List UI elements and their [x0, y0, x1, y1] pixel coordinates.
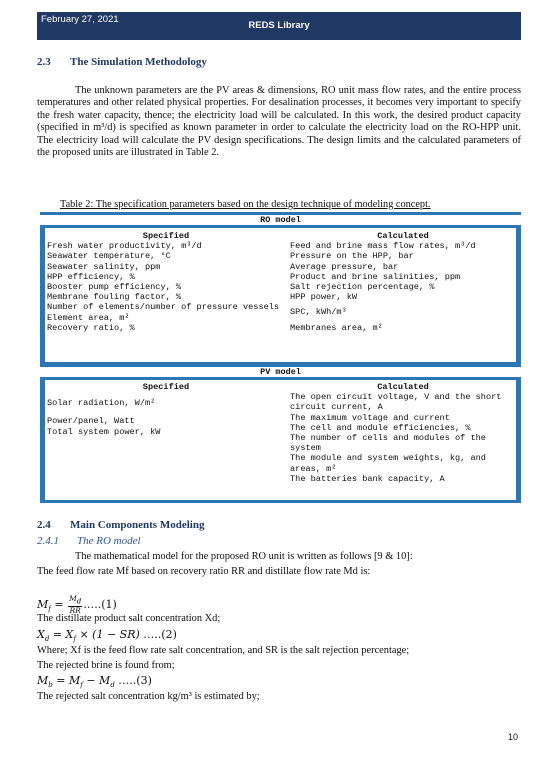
pv-model-body: [45, 380, 516, 500]
subsection-heading-2-4-1: [37, 535, 141, 547]
list-item: The number of cells and modules of the system: [290, 433, 492, 454]
fraction: $\frac{M_d}{RR}$: [69, 594, 82, 615]
pv-model-title: PV model: [40, 367, 521, 377]
feed-flow-line: The feed flow rate Mf based on recovery ratio RR and distillate flow rate Md is:: [37, 566, 371, 577]
equation-2: $X_d = X_f \times (1 - SR)$ …..(2): [37, 628, 177, 644]
distillate-line: The distillate product salt concentration Xd;: [37, 613, 221, 624]
list-item: Seawater salinity, ppm: [47, 261, 161, 272]
pv-model-table: [40, 365, 521, 503]
header-library: REDS Library: [248, 20, 310, 31]
ro-model-table: [40, 212, 521, 365]
list-item: Salt rejection percentage, %: [290, 282, 435, 293]
list-item: Solar radiation, W/m²: [47, 398, 156, 409]
equation-1: $M_f$ = $\frac{M_d}{RR}$ …..(1): [37, 594, 117, 615]
list-item: Recovery ratio, %: [47, 322, 135, 333]
list-item: HPP power, kW: [290, 292, 358, 303]
page-header: [37, 12, 521, 40]
rejected-brine-line: The rejected brine is found from;: [37, 660, 175, 671]
subsection-title: The RO model: [77, 535, 141, 547]
list-item: Element area, m²: [47, 312, 130, 323]
section-heading-2-3: [37, 56, 207, 68]
ro-model-title: RO model: [40, 215, 521, 225]
list-item: The cell and module efficiencies, %: [290, 422, 471, 433]
list-item: The maximum voltage and current: [290, 412, 450, 423]
list-item: Product and brine salinities, ppm: [290, 271, 461, 282]
equation-tag: …..(2): [143, 628, 177, 641]
list-item: Seawater temperature, °C: [47, 251, 171, 262]
section-title: The Simulation Methodology: [70, 56, 207, 68]
section-number: 2.3: [37, 56, 51, 68]
pv-specified-header: Specified: [142, 382, 190, 392]
where-line: Where; Xf is the feed flow rate salt concentration, and SR is the salt rejection percentage;: [37, 645, 410, 656]
list-item: Membranes area, m²: [290, 322, 383, 333]
list-item: SPC, kWh/m³: [290, 307, 347, 318]
list-item: HPP efficiency, %: [47, 271, 135, 282]
pv-calculated-header: Calculated: [377, 382, 429, 392]
ro-specified-column: [47, 231, 285, 333]
table-caption: Table 2: The specification parameters based on the design technique of modeling concept.: [60, 199, 431, 210]
equation-3: $M_b = M_f - M_d$ …..(3): [37, 674, 152, 690]
list-item: The batteries bank capacity, A: [290, 473, 445, 484]
list-item: Feed and brine mass flow rates, m³/d: [290, 241, 476, 252]
list-item: Total system power, kW: [47, 426, 161, 437]
list-item: The module and system weights, kg, and areas, m²: [290, 453, 492, 474]
list-item: Number of elements/number of pressure vessels: [47, 302, 280, 313]
list-item: Average pressure, bar: [290, 261, 399, 272]
ro-model-intro: The mathematical model for the proposed RO unit is written as follows [9 & 10]:: [75, 551, 413, 562]
page-number: 10: [508, 732, 519, 742]
equation-tag: …..(3): [118, 674, 152, 687]
subsection-number: 2.4.1: [37, 535, 59, 547]
list-item: Booster pump efficiency, %: [47, 282, 182, 293]
methodology-paragraph: [37, 85, 521, 159]
section-title: Main Components Modeling: [70, 519, 205, 531]
list-item: Fresh water productivity, m³/d: [47, 241, 202, 252]
paragraph-text: The unknown parameters are the PV areas & dimensions, RO unit mass flow rates, and the entire process temperatures and other related physical properties. For desalination processes, it becomes very important to specify the fresh water capacity, thence; the electricity load will be calculated. In this work, the desired product capacity (specified in m³/d) is specified as known parameter in order to calculate the electricity load on the RO-HPP unit. The electricity load will calculate the PV design specifications. The design limits and the calculated parameters of the proposed units are illustrated in Table 2.: [37, 85, 521, 159]
list-item: Pressure on the HPP, bar: [290, 251, 414, 262]
section-number: 2.4: [37, 519, 51, 531]
list-item: Power/panel, Watt: [47, 416, 135, 427]
list-item: The open circuit voltage, V and the short circuit current, A: [290, 392, 507, 413]
ro-specified-header: Specified: [142, 231, 190, 241]
ro-calculated-header: Calculated: [377, 231, 429, 241]
pv-specified-column: [47, 382, 285, 437]
list-item: Membrane fouling factor, %: [47, 292, 182, 303]
ro-model-body: [45, 228, 516, 362]
pv-calculated-column: [290, 382, 516, 484]
equation-tag: …..(1): [83, 597, 117, 611]
rejected-salt-line: The rejected salt concentration kg/m³ is estimated by;: [37, 691, 260, 702]
header-date: February 27, 2021: [41, 14, 119, 25]
section-heading-2-4: [37, 519, 204, 531]
ro-calculated-column: [290, 231, 516, 333]
